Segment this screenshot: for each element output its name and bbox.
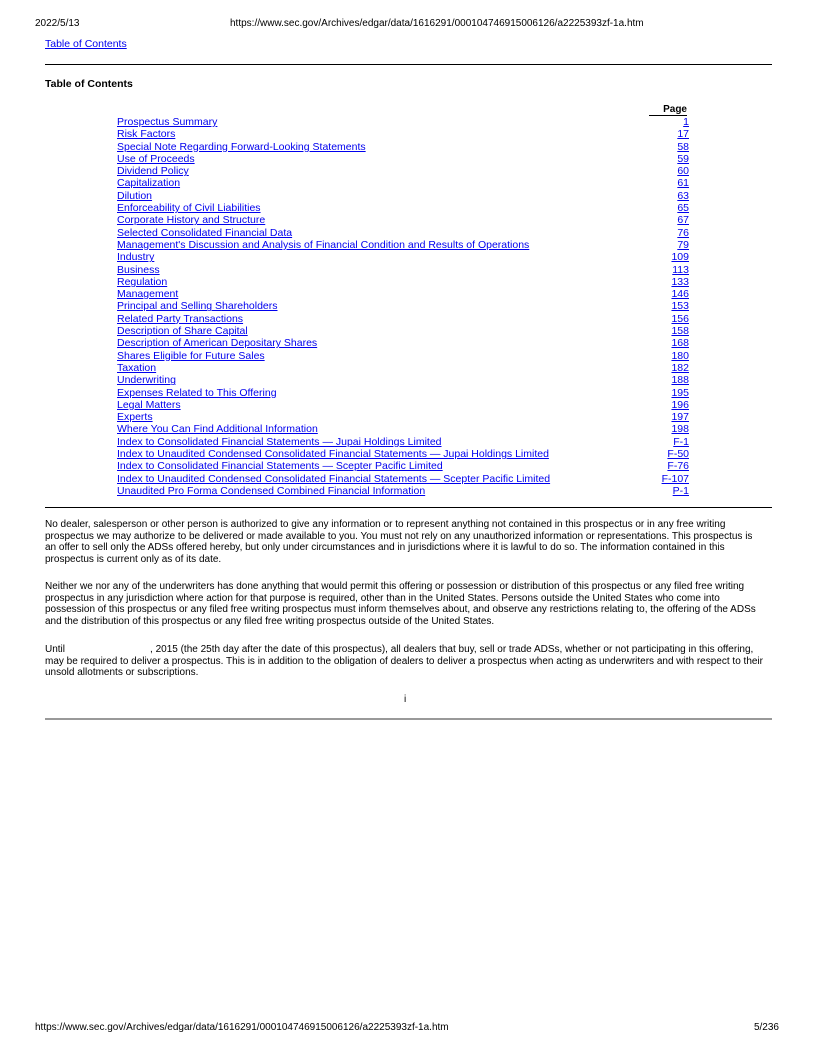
toc-entry-link[interactable]: Special Note Regarding Forward-Looking Statements <box>117 140 366 153</box>
toc-page-link[interactable]: F-1 <box>673 435 689 448</box>
toc-page-link[interactable]: 198 <box>671 423 689 436</box>
toc-list <box>117 116 689 497</box>
toc-row <box>117 423 689 435</box>
toc-entry-link[interactable]: Dividend Policy <box>117 165 189 178</box>
toc-page-link[interactable]: 182 <box>671 361 689 374</box>
toc-entry-link[interactable]: Regulation <box>117 275 168 288</box>
toc-entry-link[interactable]: Description of American Depositary Shares <box>117 337 318 350</box>
toc-row <box>117 350 689 362</box>
toc-row <box>117 362 689 374</box>
toc-page-link[interactable]: F-50 <box>667 448 689 461</box>
toc-row <box>117 141 689 153</box>
toc-row <box>117 399 689 411</box>
disclaimer-paragraph: No dealer, salesperson or other person is authorized to give any information or to represent anything not contained in this prospectus or in any free writing prospectus we may authorize to be delivered or made available to you. You must not rely on any unauthorized information or representations. This prospectus is an offer to sell only the ADSs offered hereby, but only under circumstances and in jurisdictions where it is lawful to do so. The information contained in this prospectus is current only as of its date. <box>45 519 753 566</box>
toc-row <box>117 153 689 165</box>
toc-entry-link[interactable]: Risk Factors <box>117 128 176 141</box>
toc-page-link[interactable]: F-107 <box>661 472 689 485</box>
toc-row <box>117 337 689 349</box>
toc-entry-link[interactable]: Capitalization <box>117 177 181 190</box>
toc-row <box>117 313 689 325</box>
toc-page-link[interactable]: 60 <box>677 165 689 178</box>
print-date: 2022/5/13 <box>35 18 80 29</box>
page-column-header: Page <box>649 104 687 116</box>
toc-row <box>117 264 689 276</box>
toc-entry-link[interactable]: Enforceability of Civil Liabilities <box>117 202 261 215</box>
toc-page-link[interactable]: 67 <box>677 214 689 227</box>
toc-row <box>117 177 689 189</box>
print-header-url: https://www.sec.gov/Archives/edgar/data/1616291/000104746915006126/a2225393zf-1a.htm <box>230 18 644 29</box>
toc-row <box>117 387 689 399</box>
toc-row <box>117 448 689 460</box>
toc-row <box>117 239 689 251</box>
toc-row <box>117 227 689 239</box>
toc-entry-link[interactable]: Selected Consolidated Financial Data <box>117 226 293 239</box>
toc-page-link[interactable]: P-1 <box>672 484 689 497</box>
toc-entry-link[interactable]: Index to Unaudited Condensed Consolidated Financial Statements — Scepter Pacific Limited <box>117 472 551 485</box>
toc-entry-link[interactable]: Index to Unaudited Condensed Consolidated Financial Statements — Jupai Holdings Limited <box>117 448 549 461</box>
toc-page-link[interactable]: 196 <box>671 398 689 411</box>
toc-divider <box>45 507 772 508</box>
toc-entry-link[interactable]: Corporate History and Structure <box>117 214 266 227</box>
toc-row <box>117 300 689 312</box>
toc-entry-link[interactable]: Prospectus Summary <box>117 116 218 128</box>
toc-page-link[interactable]: 153 <box>671 300 689 313</box>
header-divider <box>45 64 772 65</box>
toc-row <box>117 251 689 263</box>
toc-entry-link[interactable]: Expenses Related to This Offering <box>117 386 277 399</box>
table-of-contents-link[interactable]: Table of Contents <box>45 38 127 50</box>
toc-page-link[interactable]: 63 <box>677 189 689 202</box>
toc-page-link[interactable]: 65 <box>677 202 689 215</box>
toc-page-link[interactable]: 188 <box>671 374 689 387</box>
toc-row <box>117 473 689 485</box>
toc-row <box>117 214 689 226</box>
toc-row <box>117 190 689 202</box>
toc-entry-link[interactable]: Use of Proceeds <box>117 152 195 165</box>
toc-page-link[interactable]: 61 <box>677 177 689 190</box>
toc-row <box>117 411 689 423</box>
toc-row <box>117 288 689 300</box>
toc-page-link[interactable]: 146 <box>671 288 689 301</box>
toc-entry-link[interactable]: Index to Consolidated Financial Statements — Jupai Holdings Limited <box>117 435 442 448</box>
toc-page-link[interactable]: 1 <box>683 116 689 128</box>
toc-page-link[interactable]: 133 <box>671 275 689 288</box>
print-page-count: 5/236 <box>753 1022 779 1033</box>
toc-row <box>117 128 689 140</box>
page-end-rule <box>45 718 772 720</box>
toc-row <box>117 276 689 288</box>
toc-row <box>117 485 689 497</box>
toc-page-link[interactable]: F-76 <box>667 460 689 473</box>
toc-entry-link[interactable]: Management's Discussion and Analysis of Financial Condition and Results of Operations <box>117 238 530 251</box>
toc-page-link[interactable]: 58 <box>677 140 689 153</box>
toc-entry-link[interactable]: Unaudited Pro Forma Condensed Combined Financial Information <box>117 484 426 497</box>
distribution-paragraph: Neither we nor any of the underwriters has done anything that would permit this offering or possession or distribution of this prospectus or any filed free writing prospectus in any jurisdiction where action for that purpose is required, other than in the United States. Persons outside the United States who come into possession of this prospectus or any filed free writing prospectus must inform themselves about, and observe any restrictions relating to, the offering of the ADSs and the distribution of this prospectus or any filed free writing prospectus outside of the United States. <box>45 581 756 628</box>
dealer-prospectus-paragraph <box>45 644 763 679</box>
toc-entry-link[interactable]: Dilution <box>117 189 153 202</box>
until-word: Until <box>45 644 66 655</box>
toc-page-link[interactable]: 180 <box>671 349 689 362</box>
toc-page-link[interactable]: 79 <box>677 238 689 251</box>
toc-page-link[interactable]: 156 <box>671 312 689 325</box>
dealer-paragraph-text: , 2015 (the 25th day after the date of this prospectus), all dealers that buy, sell or trade ADSs, whether or not participating in this offering, may be required to deliver a prospectus. This is in addition to the obligation of dealers to deliver a prospectus when acting as underwriters and with respect to their unsold allotments or subscriptions. <box>45 644 763 679</box>
toc-entry-link[interactable]: Business <box>117 263 160 276</box>
toc-entry-link[interactable]: Taxation <box>117 361 157 374</box>
toc-entry-link[interactable]: Index to Consolidated Financial Statements — Scepter Pacific Limited <box>117 460 443 473</box>
toc-page-link[interactable]: 17 <box>677 128 689 141</box>
toc-page-link[interactable]: 76 <box>677 226 689 239</box>
toc-page-link[interactable]: 158 <box>671 325 689 338</box>
toc-row <box>117 202 689 214</box>
print-footer-url: https://www.sec.gov/Archives/edgar/data/1616291/000104746915006126/a2225393zf-1a.htm <box>35 1022 449 1033</box>
toc-entry-link[interactable]: Underwriting <box>117 374 176 387</box>
toc-page-link[interactable]: 109 <box>671 251 689 264</box>
toc-row <box>117 374 689 386</box>
toc-entry-link[interactable]: Industry <box>117 251 155 264</box>
toc-entry-link[interactable]: Related Party Transactions <box>117 312 244 325</box>
toc-row <box>117 460 689 472</box>
section-title: Table of Contents <box>45 78 133 90</box>
toc-page-link[interactable]: 195 <box>671 386 689 399</box>
toc-row <box>117 116 689 128</box>
toc-page-link[interactable]: 113 <box>672 263 689 276</box>
page-number: i <box>404 694 407 705</box>
toc-entry-link[interactable]: Principal and Selling Shareholders <box>117 300 278 313</box>
toc-entry-link[interactable]: Shares Eligible for Future Sales <box>117 349 265 362</box>
toc-entry-link[interactable]: Where You Can Find Additional Information <box>117 423 318 436</box>
toc-row <box>117 436 689 448</box>
toc-page-link[interactable]: 197 <box>671 411 689 424</box>
toc-entry-link[interactable]: Experts <box>117 411 153 424</box>
toc-page-link[interactable]: 59 <box>677 152 689 165</box>
toc-entry-link[interactable]: Management <box>117 288 179 301</box>
toc-page-link[interactable]: 168 <box>671 337 689 350</box>
toc-entry-link[interactable]: Description of Share Capital <box>117 325 248 338</box>
toc-row <box>117 165 689 177</box>
toc-row <box>117 325 689 337</box>
toc-entry-link[interactable]: Legal Matters <box>117 398 181 411</box>
